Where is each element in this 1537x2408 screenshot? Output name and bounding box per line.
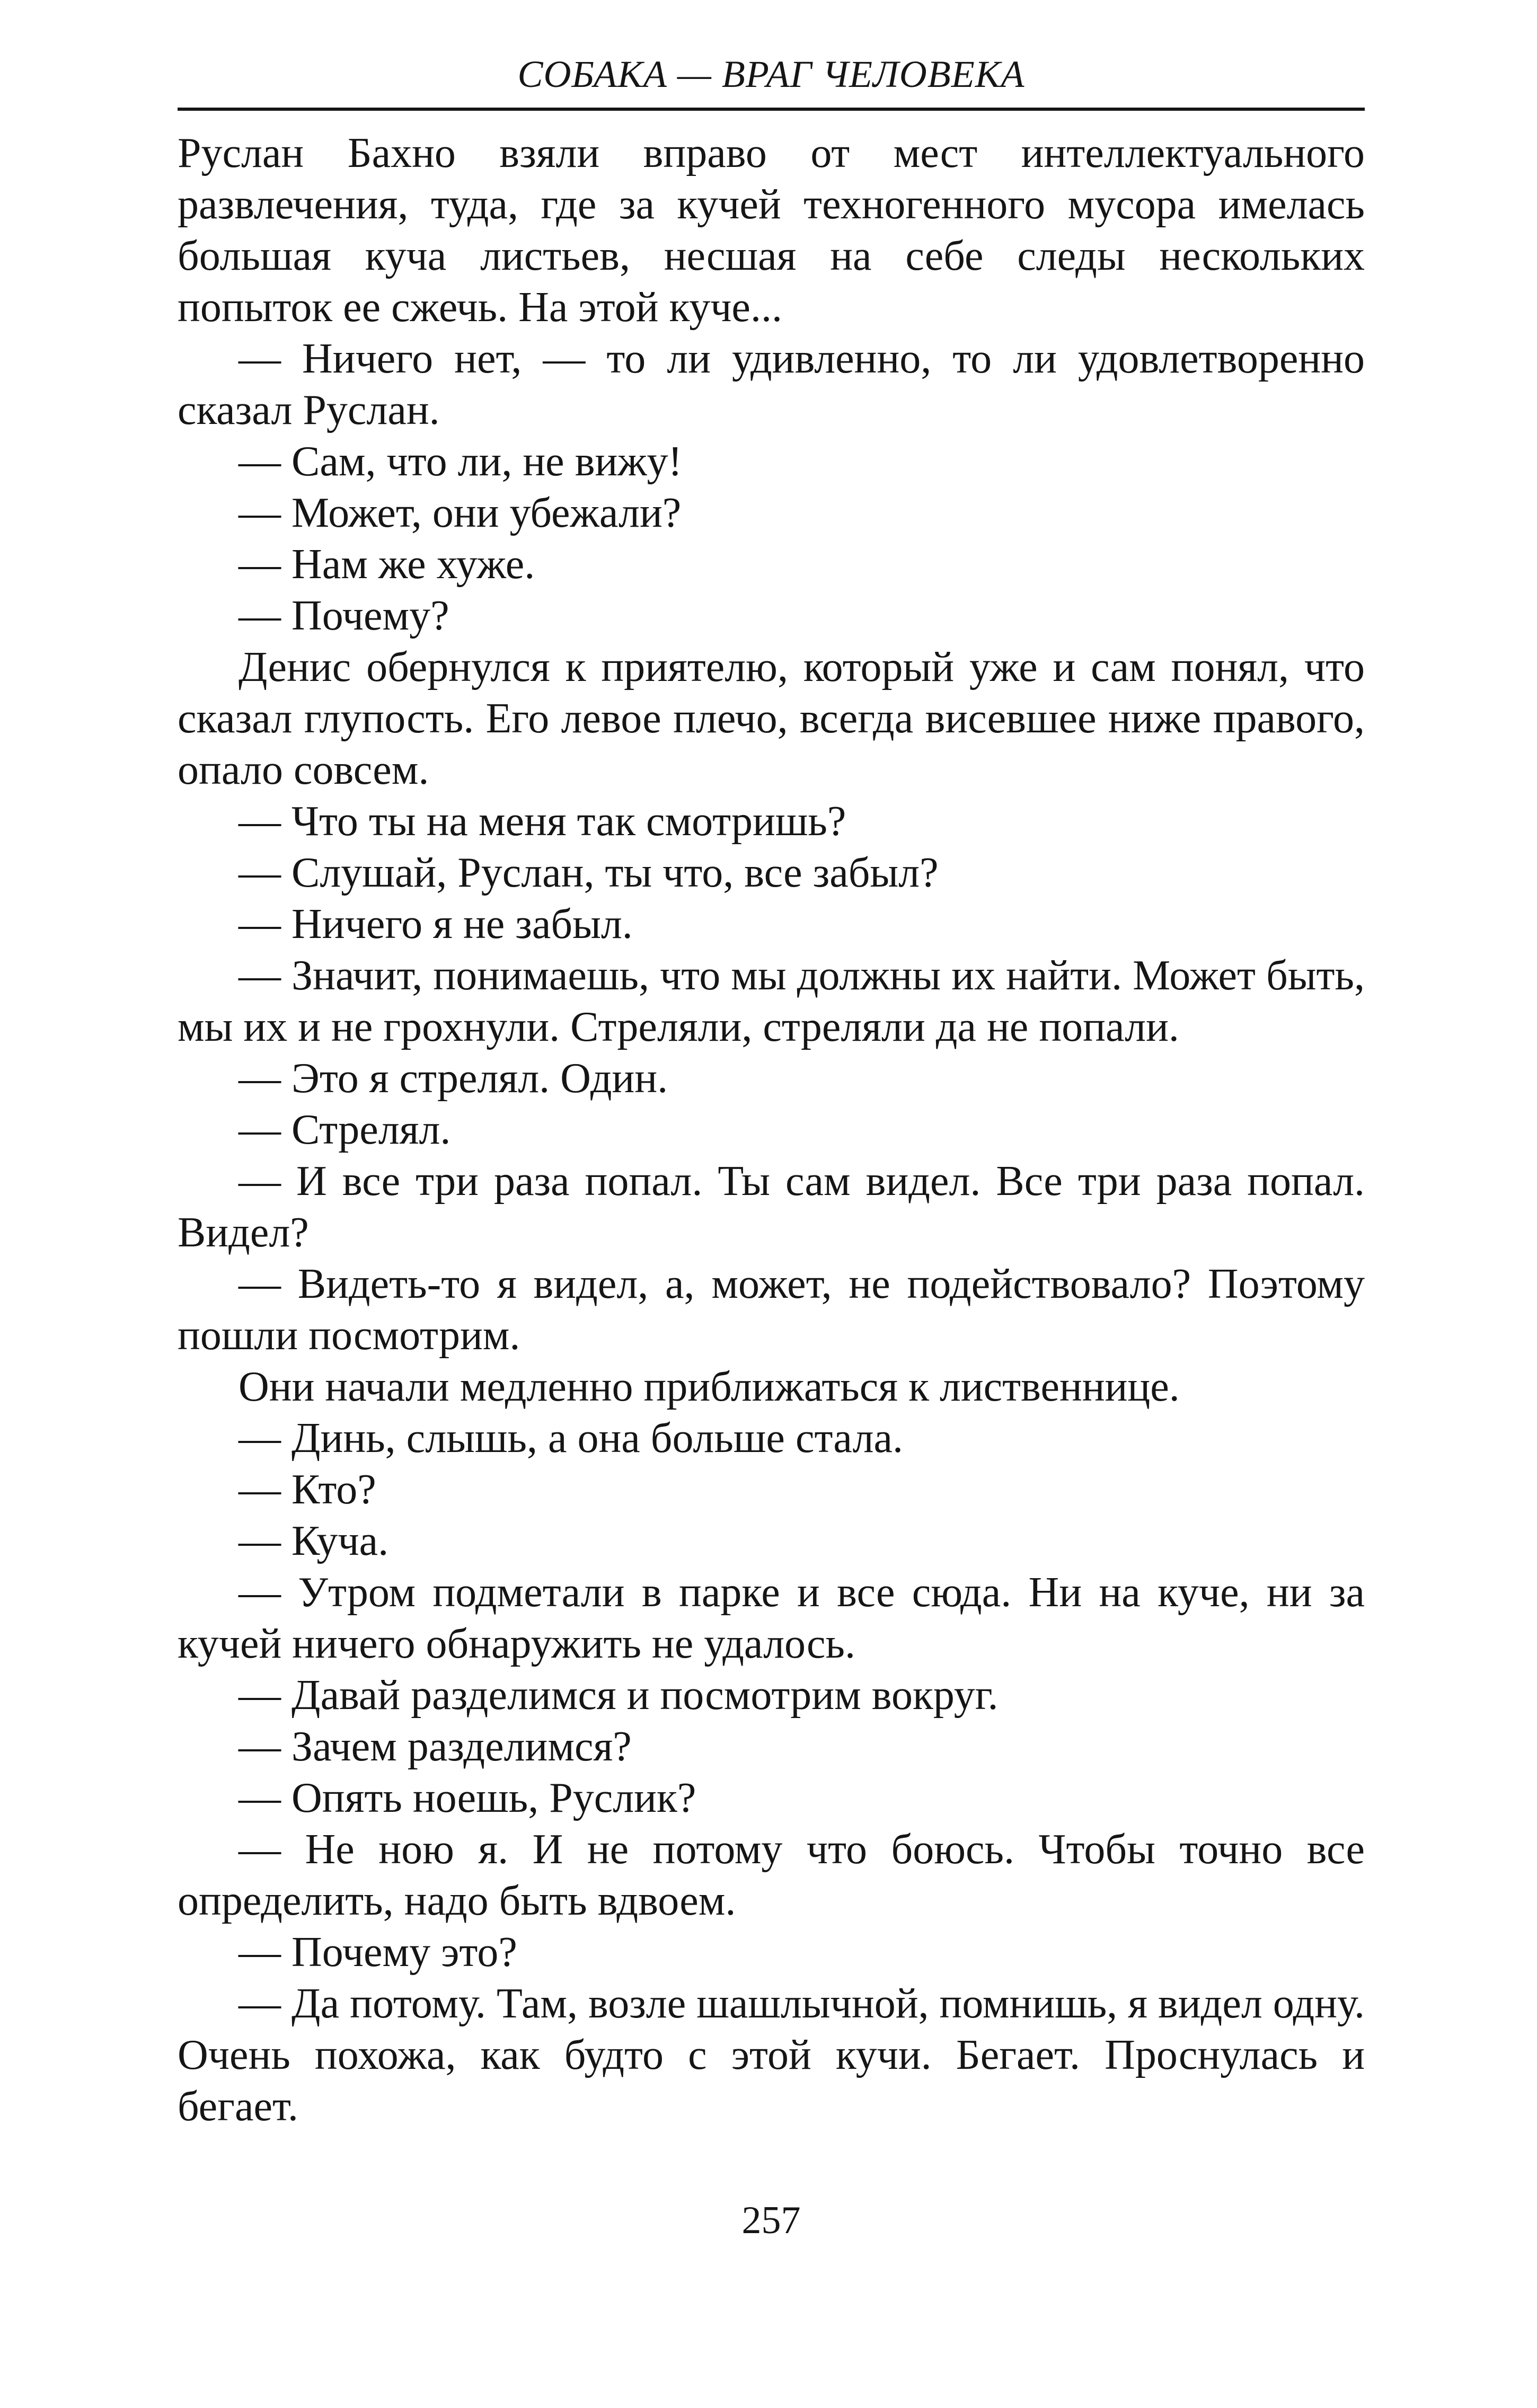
paragraph: — Ничего нет, — то ли удивленно, то ли удовлетворенно сказал Руслан.: [178, 335, 1365, 433]
paragraph: Руслан Бахно взяли вправо от мест интеллектуального развлечения, туда, где за кучей техногенного мусора имелась большая куча листьев, несшая на себе следы нескольких попыток ее сжечь. На этой куче...: [178, 130, 1365, 331]
paragraph: — Зачем разделимся?: [238, 1723, 632, 1770]
paragraph: — Утром подметали в парке и все сюда. Ни на куче, ни за кучей ничего обнаружить не удалось.: [178, 1569, 1365, 1667]
paragraph: Они начали медленно приближаться к лиственнице.: [238, 1364, 1180, 1410]
paragraph: Денис обернулся к приятелю, который уже и сам понял, что сказал глупость. Его левое плечо, всегда висевшее ниже правого, опало совсем.: [178, 644, 1365, 793]
paragraph: — Ничего я не забыл.: [238, 901, 633, 948]
page-number: 257: [741, 2199, 801, 2242]
paragraph: — Может, они убежали?: [238, 490, 682, 536]
paragraph: — Динь, слышь, а она больше стала.: [238, 1415, 904, 1462]
paragraph: — Давай разделимся и посмотрим вокруг.: [238, 1672, 999, 1719]
paragraph: — Кто?: [238, 1466, 376, 1513]
paragraph: — Не ною я. И не потому что боюсь. Чтобы точно все определить, надо быть вдвоем.: [178, 1826, 1365, 1924]
paragraph: — И все три раза попал. Ты сам видел. Все три раза попал. Видел?: [178, 1158, 1365, 1256]
paragraph: — Слушай, Руслан, ты что, все забыл?: [238, 849, 939, 896]
header-rule: [178, 108, 1365, 111]
paragraph: — Видеть-то я видел, а, может, не подействовало? Поэтому пошли посмотрим.: [178, 1261, 1365, 1359]
paragraph: — Почему?: [238, 592, 449, 639]
paragraph: — Да потому. Там, возле шашлычной, помнишь, я видел одну. Очень похожа, как будто с этой кучи. Бегает. Проснулась и бегает.: [178, 1980, 1365, 2130]
book-page: [178, 50, 1365, 2382]
paragraph: — Это я стрелял. Один.: [238, 1055, 668, 1102]
paragraph: — Куча.: [238, 1518, 389, 1564]
paragraph: — Стрелял.: [238, 1106, 451, 1153]
paragraph: — Опять ноешь, Руслик?: [238, 1775, 696, 1821]
paragraph: — Сам, что ли, не вижу!: [238, 438, 683, 485]
paragraph: — Значит, понимаешь, что мы должны их найти. Может быть, мы их и не грохнули. Стреляли, стреляли да не попали.: [178, 952, 1365, 1050]
body-text: [178, 128, 1365, 2132]
running-title: СОБАКА — ВРАГ ЧЕЛОВЕКА: [517, 53, 1025, 95]
paragraph: — Что ты на меня так смотришь?: [238, 798, 846, 845]
paragraph: — Почему это?: [238, 1929, 517, 1976]
paragraph: — Нам же хуже.: [238, 541, 535, 588]
